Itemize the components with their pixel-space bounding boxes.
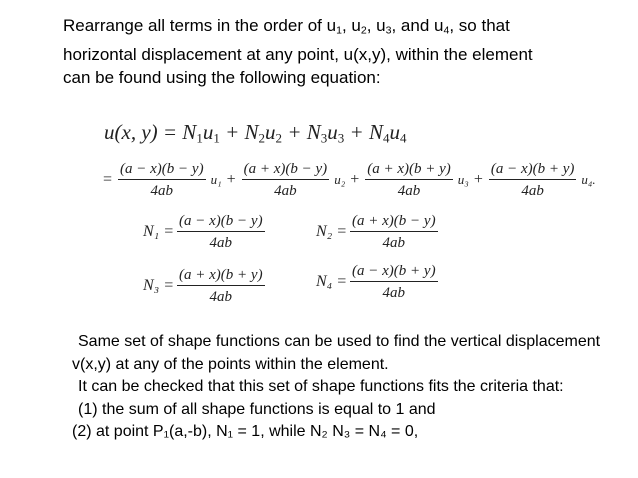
explanation-paragraph <box>72 331 600 444</box>
para-line-2: v(x,y) at any of the points within the element. <box>72 355 389 373</box>
fraction-3: $\frac{(a + x)(b + y)}{4ab}$ <box>367 161 451 199</box>
intro-line-1: Rearrange all terms in the order of $u_1$, $u_2$, $u_3$, and $u_4$, so that <box>63 16 510 37</box>
expanded-equation: = $\frac{(a - x)(b - y)}{4ab}$ u₁ + $\frac{(a + x)(b - y)}{4ab}$ u₂ + $\frac{(a + x)(b + y)}{4ab}$ u₃ + $\frac{(a - x)(b + y)}{4ab}$ u₄. <box>103 161 596 199</box>
intro-text <box>63 14 623 89</box>
fraction-1: $\frac{(a - x)(b - y)}{4ab}$ <box>120 161 204 199</box>
para-line-4: (1) the sum of all shape functions is equal to 1 and <box>78 400 436 418</box>
intro-line-3: can be found using the following equation: <box>63 67 381 87</box>
para-line-5: (2) at point P₁(a,-b), N₁ = 1, while N₂ N₃ = N₄ = 0, <box>72 423 419 440</box>
shape-function-n4: N₄ = $\frac{(a - x)(b + y)}{4ab}$ <box>316 263 436 301</box>
displacement-equation: u(x, $y) = N_1u_1 + N_2u_2 + N_3u_3 + N_4u_4$ <box>104 120 407 146</box>
para-line-3: It can be checked that this set of shape functions fits the criteria that: <box>78 378 564 395</box>
shape-function-n1: N₁ = $\frac{(a - x)(b - y)}{4ab}$ <box>143 213 263 251</box>
shape-function-n3: N₃ = $\frac{(a + x)(b + y)}{4ab}$ <box>143 267 263 305</box>
intro-line-2: horizontal displacement at any point, u(x,y), within the element <box>63 44 533 64</box>
fraction-2: $\frac{(a + x)(b - y)}{4ab}$ <box>243 161 328 199</box>
fraction-4: $\frac{(a - x)(b + y)}{4ab}$ <box>490 161 575 199</box>
para-line-1: Same set of shape functions can be used to find the vertical displacement <box>78 333 601 350</box>
shape-function-n2: N₂ = $\frac{(a + x)(b - y)}{4ab}$ <box>316 213 436 251</box>
